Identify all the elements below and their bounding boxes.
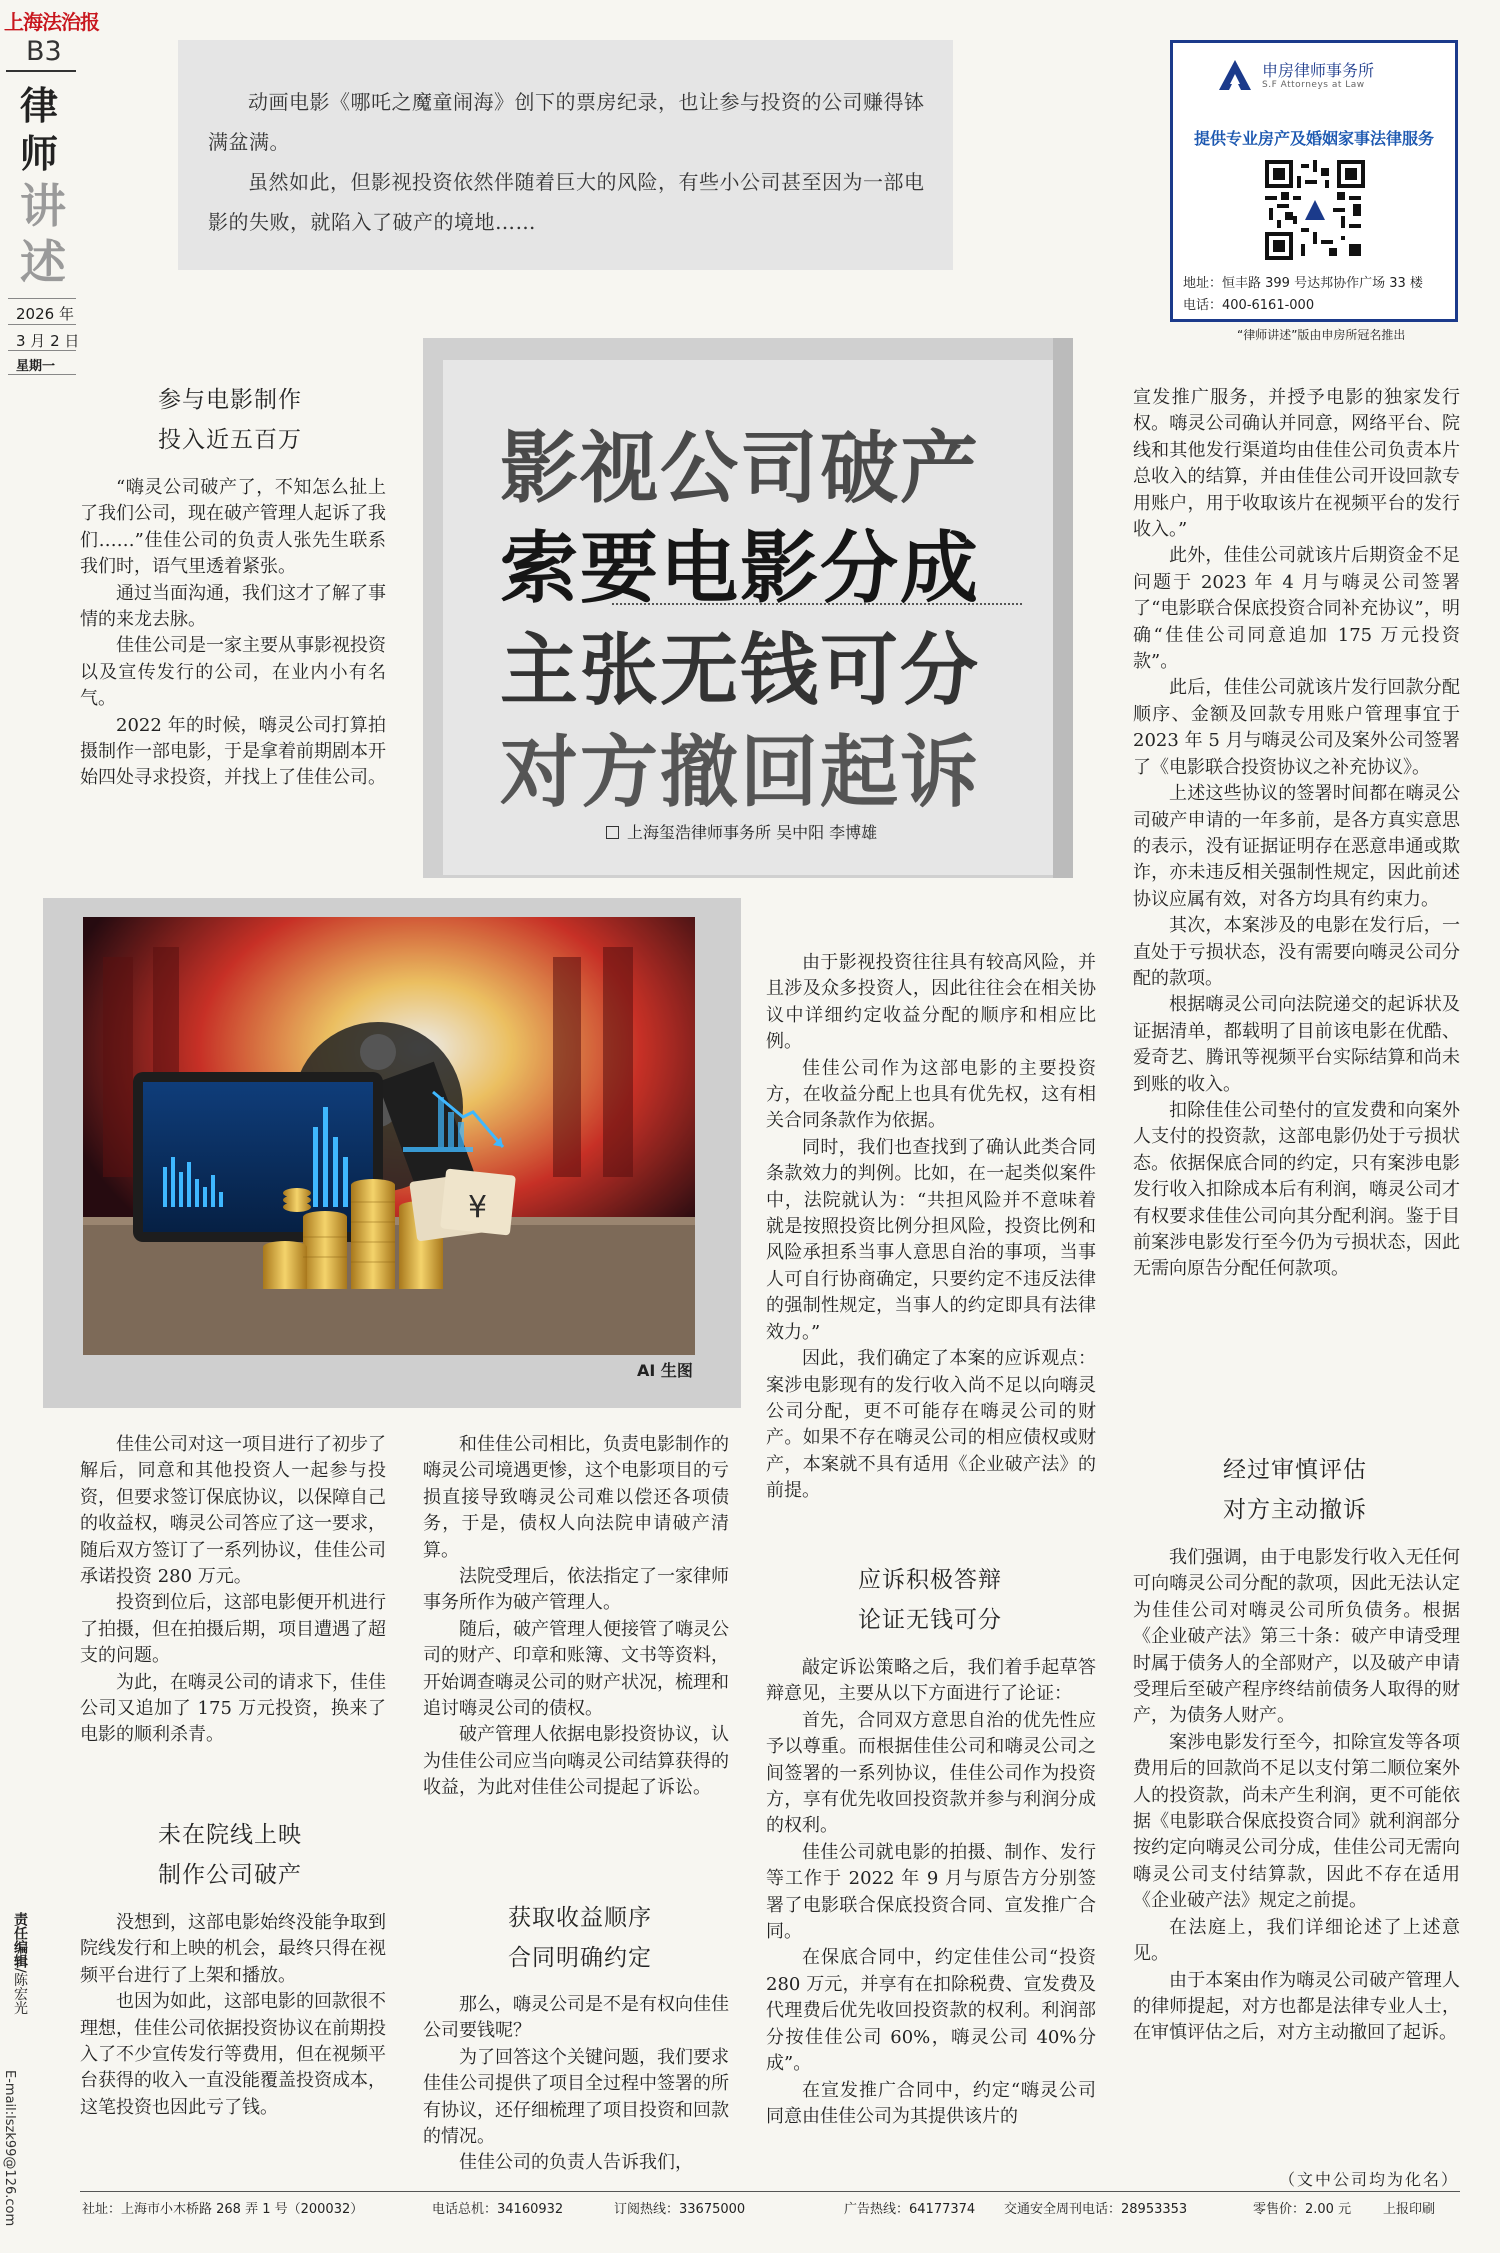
article-column (423, 1432, 729, 1802)
paragraph: 为此，在嗨灵公司的请求下，佳佳公司又追加了 175 万元投资，换来了电影的顺利杀青。 (80, 1671, 386, 1746)
intro-paragraph: 虽然如此，但影视投资依然伴随着巨大的风险，有些小公司甚至因为一部电影的失败，就陷入了破产的境地…… (208, 170, 925, 234)
paragraph: 在法庭上，我们详细论述了上述意见。 (1133, 1916, 1460, 1965)
intro-paragraph: 动画电影《哪吒之魔童闹海》创下的票房纪录，也让参与投资的公司赚得钵满盆满。 (208, 90, 925, 154)
byline-text: 上海玺浩律师事务所 吴中阳 李博雄 (627, 823, 878, 842)
paragraph: 在宣发推广合同中，约定“嗨灵公司同意由佳佳公司为其提供该片的 (766, 2079, 1096, 2127)
paragraph: 由于本案由作为嗨灵公司破产管理人的律师提起，对方也都是法律专业人士，在审慎评估之后，对方主动撤回了起诉。 (1133, 1969, 1460, 2044)
section-heading (120, 1815, 340, 1895)
paragraph: “嗨灵公司破产了，不知怎么扯上了我们公司，现在破产管理人起诉了我们……”佳佳公司的负责人张先生联系我们时，语气里透着紧张。 (80, 477, 386, 578)
paragraph: 投资到位后，这部电影便开机进行了拍摄，但在拍摄后期，项目遭遇了超支的问题。 (80, 1592, 386, 1667)
paragraph: 佳佳公司就电影的拍摄、制作、发行等工作于 2022 年 9 月与原告方分别签署了电影联合保底投资合同、宣发推广合同。 (766, 1841, 1096, 1943)
firm-phone: 电话：400-6161-000 (1183, 298, 1315, 313)
firm-address: 地址：恒丰路 399 号达邦协作广场 33 楼 (1183, 276, 1423, 291)
article-column (80, 1910, 386, 2121)
footer-divider (80, 2191, 1460, 2192)
rail-divider (8, 298, 76, 299)
masthead-logo: 上海法治报 (4, 10, 99, 34)
section-heading (120, 380, 340, 460)
section-heading-line: 论证无钱可分 (858, 1607, 1002, 1633)
column-name-char: 讲 (20, 179, 66, 233)
paragraph: 为了回答这个关键问题，我们要求佳佳公司提供了项目全过程中签署的所有协议，还仔细梳理了项目投资和回款的情况。 (423, 2046, 729, 2148)
column-name-char: 师 (20, 132, 59, 176)
byline-box-icon (606, 826, 619, 839)
footer-ads: 广告热线：64177374 (844, 2202, 976, 2217)
paragraph: 此后，佳佳公司就该片发行回款分配顺序、金额及回款专用账户管理事宜于 2023 年 5 月与嗨灵公司及案外公司签署了《电影联合投资协议之补充协议》。 (1133, 677, 1460, 778)
paragraph: 佳佳公司是一家主要从事影视投资以及宣传发行的公司，在业内小有名气。 (80, 635, 386, 710)
editor-credit: 责任编辑/陈宏光 (12, 1912, 28, 2015)
intro-text (208, 82, 938, 242)
headline-line: 索要电影分成 (500, 524, 981, 614)
paragraph: 也因为如此，这部电影的回款很不理想，佳佳公司依据投资协议在前期投入了不少宣传发行等费用，但在视频平台获得的收入一直没能覆盖投资成本，这笔投资也因此亏了钱。 (80, 1991, 386, 2118)
section-heading (470, 1898, 690, 1978)
rail-divider (8, 374, 76, 375)
paragraph: 佳佳公司的负责人告诉我们， (459, 2152, 693, 2174)
paragraph: 其次，本案涉及的电影在发行后，一直处于亏损状态，没有需要向嗨灵公司分配的款项。 (1133, 915, 1460, 989)
section-heading-line: 经过审慎评估 (1223, 1457, 1367, 1483)
footer-phone: 电话总机：34160932 (432, 2202, 564, 2217)
date-day: 3 月 2 日 (16, 332, 80, 350)
editor-email[interactable]: E-mail:lszk99@126.com (2, 2070, 17, 2227)
footer-price: 零售价：2.00 元 (1253, 2202, 1352, 2217)
section-heading-line: 未在院线上映 (158, 1822, 302, 1848)
section-heading-line: 制作公司破产 (158, 1862, 302, 1888)
article-column (423, 1992, 729, 2177)
article-column (80, 1432, 386, 1749)
column-name (20, 82, 68, 290)
firm-name-en: S.F Attorneys at Law (1262, 80, 1365, 90)
section-heading-line: 合同明确约定 (508, 1945, 652, 1971)
paragraph: 在保底合同中，约定佳佳公司“投资 280 万元，并享有在扣除税费、宣发费及代理费后优先收回投资款的权利。利润部分按佳佳公司 60%，嗨灵公司 40%分成”。 (766, 1947, 1096, 2075)
editor-name: 陈宏光 (12, 1972, 28, 2015)
page-number: B3 (26, 36, 62, 67)
paragraph: 宣发推广服务，并授予电影的独家发行权。嗨灵公司确认并同意，网络平台、院线和其他发行渠道均由佳佳公司负责本片总收入的结算，并由佳佳公司开设回款专用账户，用于收取该片在视频平台的发行收入。” (1133, 387, 1460, 541)
article-column (766, 950, 1096, 1505)
paragraph: 法院受理后，依法指定了一家律师事务所作为破产管理人。 (423, 1566, 729, 1614)
headline-line: 对方撤回起诉 (500, 728, 981, 818)
firm-slogan: 提供专业房产及婚姻家事法律服务 (1193, 129, 1434, 148)
date-weekday: 星期一 (16, 359, 56, 374)
footer-subscribe: 订阅热线：33675000 (614, 2202, 746, 2217)
footer-address: 社址：上海市小木桥路 268 弄 1 号（200032） (82, 2202, 364, 2217)
byline (606, 820, 877, 843)
article-column (1133, 385, 1460, 1283)
paragraph: 因此，我们确定了本案的应诉观点：案涉电影现有的发行收入尚不足以向嗨灵公司分配，更不可能存在嗨灵公司的财产。如果不存在嗨灵公司的相应债权或财产，本案就不具有适用《企业破产法》的前提。 (766, 1348, 1096, 1502)
paragraph: 敲定诉讼策略之后，我们着手起草答辩意见，主要从以下方面进行了论证： (766, 1657, 1096, 1705)
paragraph: 根据嗨灵公司向法院递交的起诉状及证据清单，都载明了目前该电影在优酷、爱奇艺、腾讯等视频平台实际结算和尚未到账的收入。 (1133, 994, 1460, 1095)
rail-divider (8, 324, 76, 325)
section-heading-line: 投入近五百万 (158, 427, 302, 453)
paragraph: 此外，佳佳公司就该片后期资金不足问题于 2023 年 4 月与嗨灵公司签署了“电影联合保底投资合同补充协议”，明确“佳佳公司同意追加 175 万元投资款”。 (1133, 545, 1460, 673)
film-investment-illustration (83, 917, 695, 1355)
footer-printer: 上报印刷 (1383, 2202, 1436, 2217)
footer-weekly: 交通安全周刊电话：28953353 (1004, 2202, 1188, 2217)
svg-text:¥: ¥ (468, 1190, 488, 1225)
paragraph: 随后，破产管理人便接管了嗨灵公司的财产、印章和账簿、文书等资料，开始调查嗨灵公司的财产状况，梳理和追讨嗨灵公司的债权。 (423, 1618, 729, 1720)
column-name-char: 律 (20, 84, 59, 128)
paragraph: 没想到，这部电影始终没能争取到院线发行和上映的机会，最终只得在视频平台进行了上架和播放。 (80, 1912, 386, 1986)
paragraph: 佳佳公司作为这部电影的主要投资方，在收益分配上也具有优先权，这有相关合同条款作为依据。 (766, 1057, 1096, 1132)
rail-divider (8, 350, 76, 351)
headline-line: 影视公司破产 (500, 424, 981, 514)
paragraph: 扣除佳佳公司垫付的宣发费和向案外人支付的投资款，这部电影仍处于亏损状态。依据保底合同的约定，只有案涉电影发行收入扣除成本后有利润，嗨灵公司才有权要求佳佳公司向其分配利润。鉴于目前案涉电影发行至今仍为亏损状态，因此无需向原告分配任何款项。 (1133, 1099, 1460, 1280)
section-heading (820, 1560, 1040, 1640)
paragraph: 我们强调，由于电影发行收入无任何可向嗨灵公司分配的款项，因此无法认定为佳佳公司对嗨灵公司所负债务。根据《企业破产法》第三十条：破产申请受理时属于债务人的全部财产，以及破产申请受理后至破产程序终结前债务人取得的财产，为债务人财产。 (1133, 1547, 1460, 1727)
article-column (766, 1655, 1096, 2130)
headline-line: 主张无钱可分 (500, 626, 981, 716)
column-name-char: 述 (20, 235, 66, 289)
footnote: （文中公司均为化名） (1279, 2170, 1460, 2189)
firm-logo-icon (1215, 56, 1255, 96)
section-heading-line: 应诉积极答辩 (858, 1567, 1002, 1593)
paragraph: 通过当面沟通，我们这才了解了事情的来龙去脉。 (80, 582, 386, 631)
rail-divider (6, 70, 76, 72)
image-credit: AI 生图 (637, 1361, 693, 1380)
firm-name: 申房律师事务所 (1262, 61, 1375, 80)
section-heading (1185, 1450, 1405, 1530)
date-year: 2026 年 (16, 305, 74, 323)
article-column (80, 475, 386, 792)
paragraph: 上述这些协议的签署时间都在嗨灵公司破产申请的一年多前，是各方真实意思的表示，没有证据证明存在恶意串通或欺诈，亦未违反相关强制性规定，因此前述协议应属有效，对各方均具有约束力。 (1133, 783, 1460, 910)
headline-frame-bar (1053, 338, 1073, 878)
sponsor-note: “律师讲述”版由申房所冠名推出 (1237, 328, 1406, 342)
article-column (1133, 1545, 1460, 2047)
paragraph: 2022 年的时候，嗨灵公司打算拍摄制作一部电影，于是拿着前期剧本开始四处寻求投资，并找上了佳佳公司。 (80, 714, 386, 789)
editor-label: 责任编辑 (12, 1912, 28, 1968)
section-heading-line: 获取收益顺序 (508, 1905, 652, 1931)
headline-divider (612, 603, 1022, 605)
paragraph: 佳佳公司对这一项目进行了初步了解后，同意和其他投资人一起参与投资，但要求签订保底协议，以保障自己的收益权，嗨灵公司答应了这一要求，随后双方签订了一系列协议，佳佳公司承诺投资 280 万元。 (80, 1434, 386, 1588)
section-heading-line: 对方主动撤诉 (1223, 1497, 1367, 1523)
paragraph: 破产管理人依据电影投资协议，认为佳佳公司应当向嗨灵公司结算获得的收益，为此对佳佳公司提起了诉讼。 (423, 1724, 729, 1799)
paragraph: 首先，合同双方意思自治的优先性应予以尊重。而根据佳佳公司和嗨灵公司之间签署的一系列协议，佳佳公司作为投资方，享有优先收回投资款并参与利润分成的权利。 (766, 1709, 1096, 1837)
section-heading-line: 参与电影制作 (158, 387, 302, 413)
paragraph: 由于影视投资往往具有较高风险，并且涉及众多投资人，因此往往会在相关协议中详细约定收益分配的顺序和相应比例。 (766, 952, 1096, 1053)
qr-code-icon[interactable] (1265, 160, 1365, 260)
paragraph: 和佳佳公司相比，负责电影制作的嗨灵公司境遇更惨，这个电影项目的亏损直接导致嗨灵公司难以偿还各项债务，于是，债权人向法院申请破产清算。 (423, 1434, 729, 1561)
paragraph: 同时，我们也查找到了确认此类合同条款效力的判例。比如，在一起类似案件中，法院就认为：“共担风险并不意味着就是按照投资比例分担风险，投资比例和风险承担系当事人意思自治的事项，当事人可自行协商确定，只要约定不违反法律的强制性规定，当事人的约定即具有法律效力。” (766, 1136, 1096, 1343)
paragraph: 那么，嗨灵公司是不是有权向佳佳公司要钱呢？ (423, 1994, 729, 2042)
paragraph: 案涉电影发行至今，扣除宣发等各项费用后的回款尚不足以支付第二顺位案外人的投资款，尚未产生利润，更不可能依据《电影联合保底投资合同》就利润部分按约定向嗨灵公司分成，佳佳公司无需向嗨灵公司支付结算款，因此不存在适用《企业破产法》规定之前提。 (1133, 1731, 1460, 1912)
